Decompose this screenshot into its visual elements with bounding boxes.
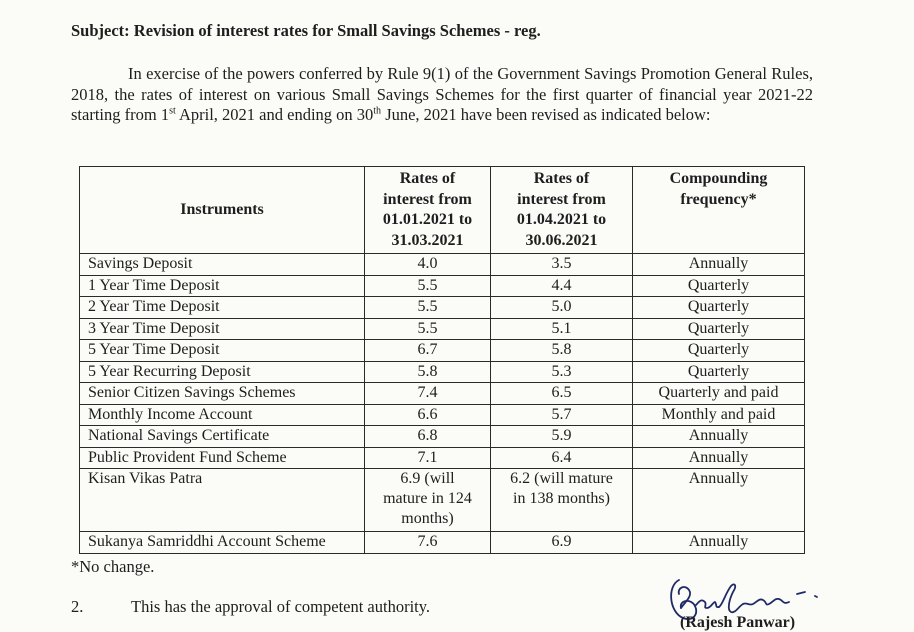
new-rate-cell: 5.3 (491, 361, 633, 383)
compounding-cell: Quarterly (633, 340, 805, 362)
compounding-cell: Annually (633, 426, 805, 448)
instrument-cell: 5 Year Time Deposit (80, 340, 365, 362)
old-rate-cell: 6.7 (365, 340, 491, 362)
instrument-cell: 5 Year Recurring Deposit (80, 361, 365, 383)
table-row (80, 254, 805, 276)
table-row (80, 404, 805, 426)
new-rate-cell: 6.4 (491, 447, 633, 469)
footnote-no-change: *No change. (71, 557, 155, 576)
table-row (80, 297, 805, 319)
intro-paragraph (71, 64, 813, 126)
instrument-cell: National Savings Certificate (80, 426, 365, 448)
old-rate-cell: 6.6 (365, 404, 491, 426)
table-row (80, 532, 805, 554)
instrument-cell: Savings Deposit (80, 254, 365, 276)
table-row (80, 361, 805, 383)
header-instruments: Instruments (80, 167, 365, 254)
new-rate-cell: 5.9 (491, 426, 633, 448)
old-rate-cell: 4.0 (365, 254, 491, 276)
instrument-cell: Public Provident Fund Scheme (80, 447, 365, 469)
new-rate-cell: 6.9 (491, 532, 633, 554)
new-rate-cell: 4.4 (491, 275, 633, 297)
new-rate-cell: 3.5 (491, 254, 633, 276)
header-compounding: Compounding frequency* (633, 167, 805, 254)
old-rate-cell: 6.8 (365, 426, 491, 448)
instrument-cell: Senior Citizen Savings Schemes (80, 383, 365, 405)
intro-sup-2: th (373, 105, 382, 117)
table-row (80, 447, 805, 469)
paragraph-2 (71, 597, 430, 617)
table-row (80, 318, 805, 340)
new-rate-cell: 6.5 (491, 383, 633, 405)
new-rate-cell: 6.2 (will mature in 138 months) (491, 469, 633, 532)
old-rate-cell: 6.9 (will mature in 124 months) (365, 469, 491, 532)
old-rate-cell: 5.5 (365, 275, 491, 297)
compounding-cell: Quarterly (633, 318, 805, 340)
paragraph-2-text: This has the approval of competent authority. (131, 597, 431, 616)
table-row (80, 275, 805, 297)
instrument-cell: Kisan Vikas Patra (80, 469, 365, 532)
intro-text-3: June, 2021 have been revised as indicated below: (381, 105, 711, 124)
intro-text-1: In exercise of the powers conferred by Rule 9(1) of the Government Savings Promotion General Rules, 2018, the rates of interest on various Small Savings Schemes for the first quarter of financial year 2021-22 starting from 1 (71, 64, 813, 124)
new-rate-cell: 5.7 (491, 404, 633, 426)
table-row (80, 469, 805, 532)
new-rate-cell: 5.1 (491, 318, 633, 340)
instrument-cell: 1 Year Time Deposit (80, 275, 365, 297)
compounding-cell: Monthly and paid (633, 404, 805, 426)
signatory-name: (Rajesh Panwar) (680, 614, 796, 631)
old-rate-cell: 7.1 (365, 447, 491, 469)
intro-sup-1: st (169, 105, 176, 117)
compounding-cell: Quarterly (633, 361, 805, 383)
compounding-cell: Annually (633, 532, 805, 554)
compounding-cell: Annually (633, 447, 805, 469)
old-rate-cell: 5.5 (365, 297, 491, 319)
compounding-cell: Quarterly and paid (633, 383, 805, 405)
table-header-row (80, 167, 805, 254)
compounding-cell: Quarterly (633, 275, 805, 297)
header-rate-old: Rates of interest from 01.01.2021 to 31.03.2021 (365, 167, 491, 254)
instrument-cell: 2 Year Time Deposit (80, 297, 365, 319)
old-rate-cell: 7.4 (365, 383, 491, 405)
old-rate-cell: 5.5 (365, 318, 491, 340)
table-row (80, 426, 805, 448)
table-row (80, 340, 805, 362)
interest-rates-table (79, 166, 805, 554)
instrument-cell: 3 Year Time Deposit (80, 318, 365, 340)
paragraph-number: 2. (71, 597, 84, 616)
old-rate-cell: 5.8 (365, 361, 491, 383)
old-rate-cell: 7.6 (365, 532, 491, 554)
header-rate-new: Rates of interest from 01.04.2021 to 30.06.2021 (491, 167, 633, 254)
intro-text-2: April, 2021 and ending on 30 (175, 105, 374, 124)
subject-line: Subject: Revision of interest rates for Small Savings Schemes - reg. (71, 21, 541, 40)
new-rate-cell: 5.0 (491, 297, 633, 319)
instrument-cell: Monthly Income Account (80, 404, 365, 426)
table-row (80, 383, 805, 405)
new-rate-cell: 5.8 (491, 340, 633, 362)
compounding-cell: Annually (633, 469, 805, 532)
compounding-cell: Annually (633, 254, 805, 276)
instrument-cell: Sukanya Samriddhi Account Scheme (80, 532, 365, 554)
compounding-cell: Quarterly (633, 297, 805, 319)
